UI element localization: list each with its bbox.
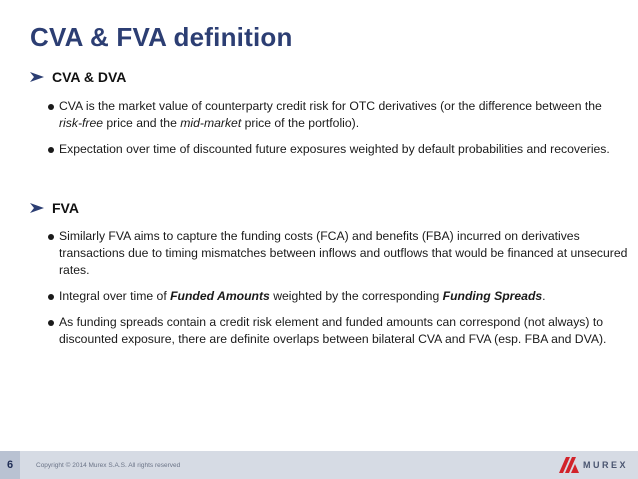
list-item — [48, 98, 628, 132]
text-run-italic: mid-market — [180, 116, 242, 130]
text-run-bold-italic: Funded Amounts — [170, 289, 270, 303]
bullet-text: Similarly FVA aims to capture the funding costs (FCA) and benefits (FBA) incurred on derivatives transactions due to timing mismatches between inflows and outflows that would be financed at unsecured rates. — [59, 229, 628, 277]
text-run-bold-italic: Funding Spreads — [442, 289, 543, 303]
list-item — [48, 314, 628, 348]
text-run: weighted by the corresponding — [269, 289, 443, 303]
list-item — [48, 228, 628, 279]
bullet-text — [59, 98, 628, 132]
bullet-text: As funding spreads contain a credit risk element and funded amounts can correspond (not always) to discounted exposure, there are definite overlaps between bilateral CVA and FVA (esp. FBA and DVA). — [59, 315, 607, 346]
bullet-list-fva — [48, 228, 628, 357]
text-run: . — [542, 289, 546, 303]
text-run: price and the — [103, 116, 181, 130]
section-heading-label: FVA — [52, 200, 79, 216]
bullet-dot-icon — [48, 234, 54, 240]
bullet-text — [59, 288, 628, 305]
text-run-italic: risk-free — [59, 116, 104, 130]
bullet-dot-icon — [48, 104, 54, 110]
arrow-right-icon — [30, 203, 44, 213]
section-heading-cva-dva — [30, 69, 126, 85]
page-number: 6 — [0, 451, 20, 479]
bullet-dot-icon — [48, 320, 54, 326]
text-run: Integral over time of — [59, 289, 171, 303]
murex-logo — [559, 456, 628, 474]
page-title: CVA & FVA definition — [30, 22, 293, 52]
text-run: price of the portfolio). — [241, 116, 360, 130]
bullet-dot-icon — [48, 294, 54, 300]
copyright-notice: Copyright © 2014 Murex S.A.S. All rights reserved — [36, 461, 181, 469]
footer — [0, 451, 638, 479]
bullet-list-cva-dva — [48, 98, 628, 167]
section-heading-fva — [30, 200, 79, 216]
murex-logo-icon — [559, 456, 579, 474]
section-heading-label: CVA & DVA — [52, 69, 127, 85]
list-item — [48, 141, 628, 158]
text-run: CVA is the market value of counterparty credit risk for OTC derivatives (or the difference between the — [59, 99, 602, 113]
bullet-text: Expectation over time of discounted future exposures weighted by default probabilities and recoveries. — [59, 142, 610, 156]
list-item — [48, 288, 628, 305]
bullet-dot-icon — [48, 147, 54, 153]
logo-text: MUREX — [582, 460, 628, 470]
arrow-right-icon — [30, 72, 44, 82]
